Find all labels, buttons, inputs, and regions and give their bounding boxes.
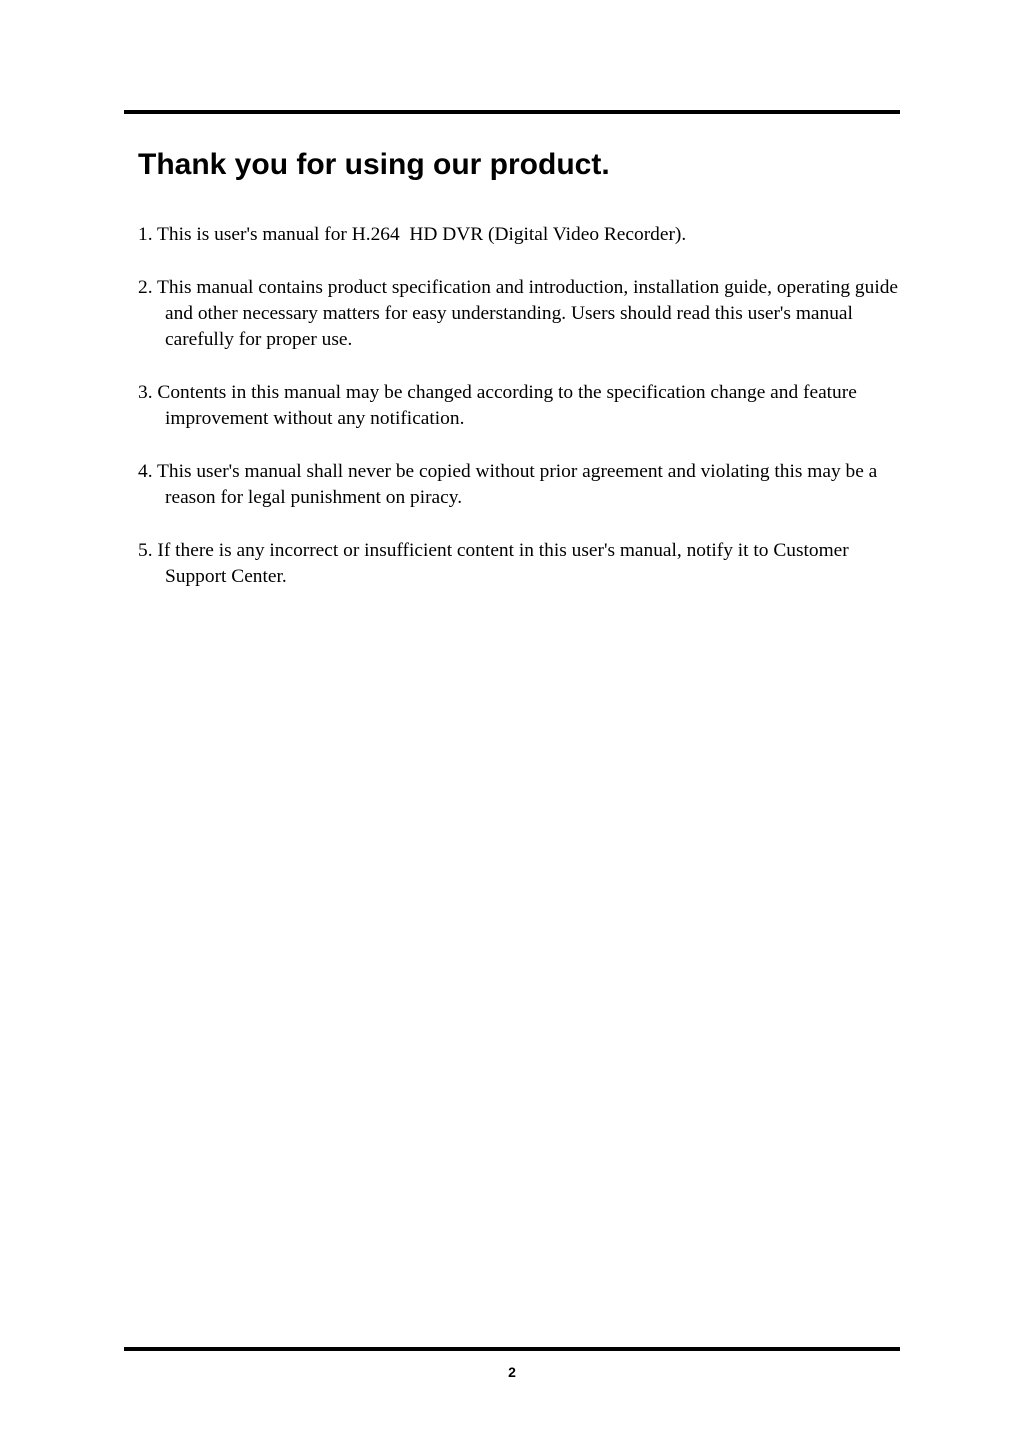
page-heading: Thank you for using our product. bbox=[138, 148, 610, 181]
note-item-4: 4. This user's manual shall never be copied without prior agreement and violating this may be a reason for legal punishment on piracy. bbox=[138, 460, 883, 508]
note-item-3: 3. Contents in this manual may be changed according to the specification change and feature improvement without any notification. bbox=[138, 381, 862, 430]
note-item-1: 1. This is user's manual for H.264 HD DVR (Digital Video Recorder). bbox=[138, 224, 687, 245]
note-item-5: 5. If there is any incorrect or insufficient content in this user's manual, notify it to Customer Support Center. bbox=[138, 539, 854, 587]
notes-list bbox=[138, 222, 908, 616]
note-item-2: 2. This manual contains product specification and introduction, installation guide, operating guide and other necessary matters for easy understanding. Users should read this user's manual carefully for proper use. bbox=[138, 276, 903, 351]
top-rule bbox=[124, 110, 900, 114]
bottom-rule bbox=[124, 1347, 900, 1351]
page-number: 2 bbox=[508, 1364, 516, 1380]
